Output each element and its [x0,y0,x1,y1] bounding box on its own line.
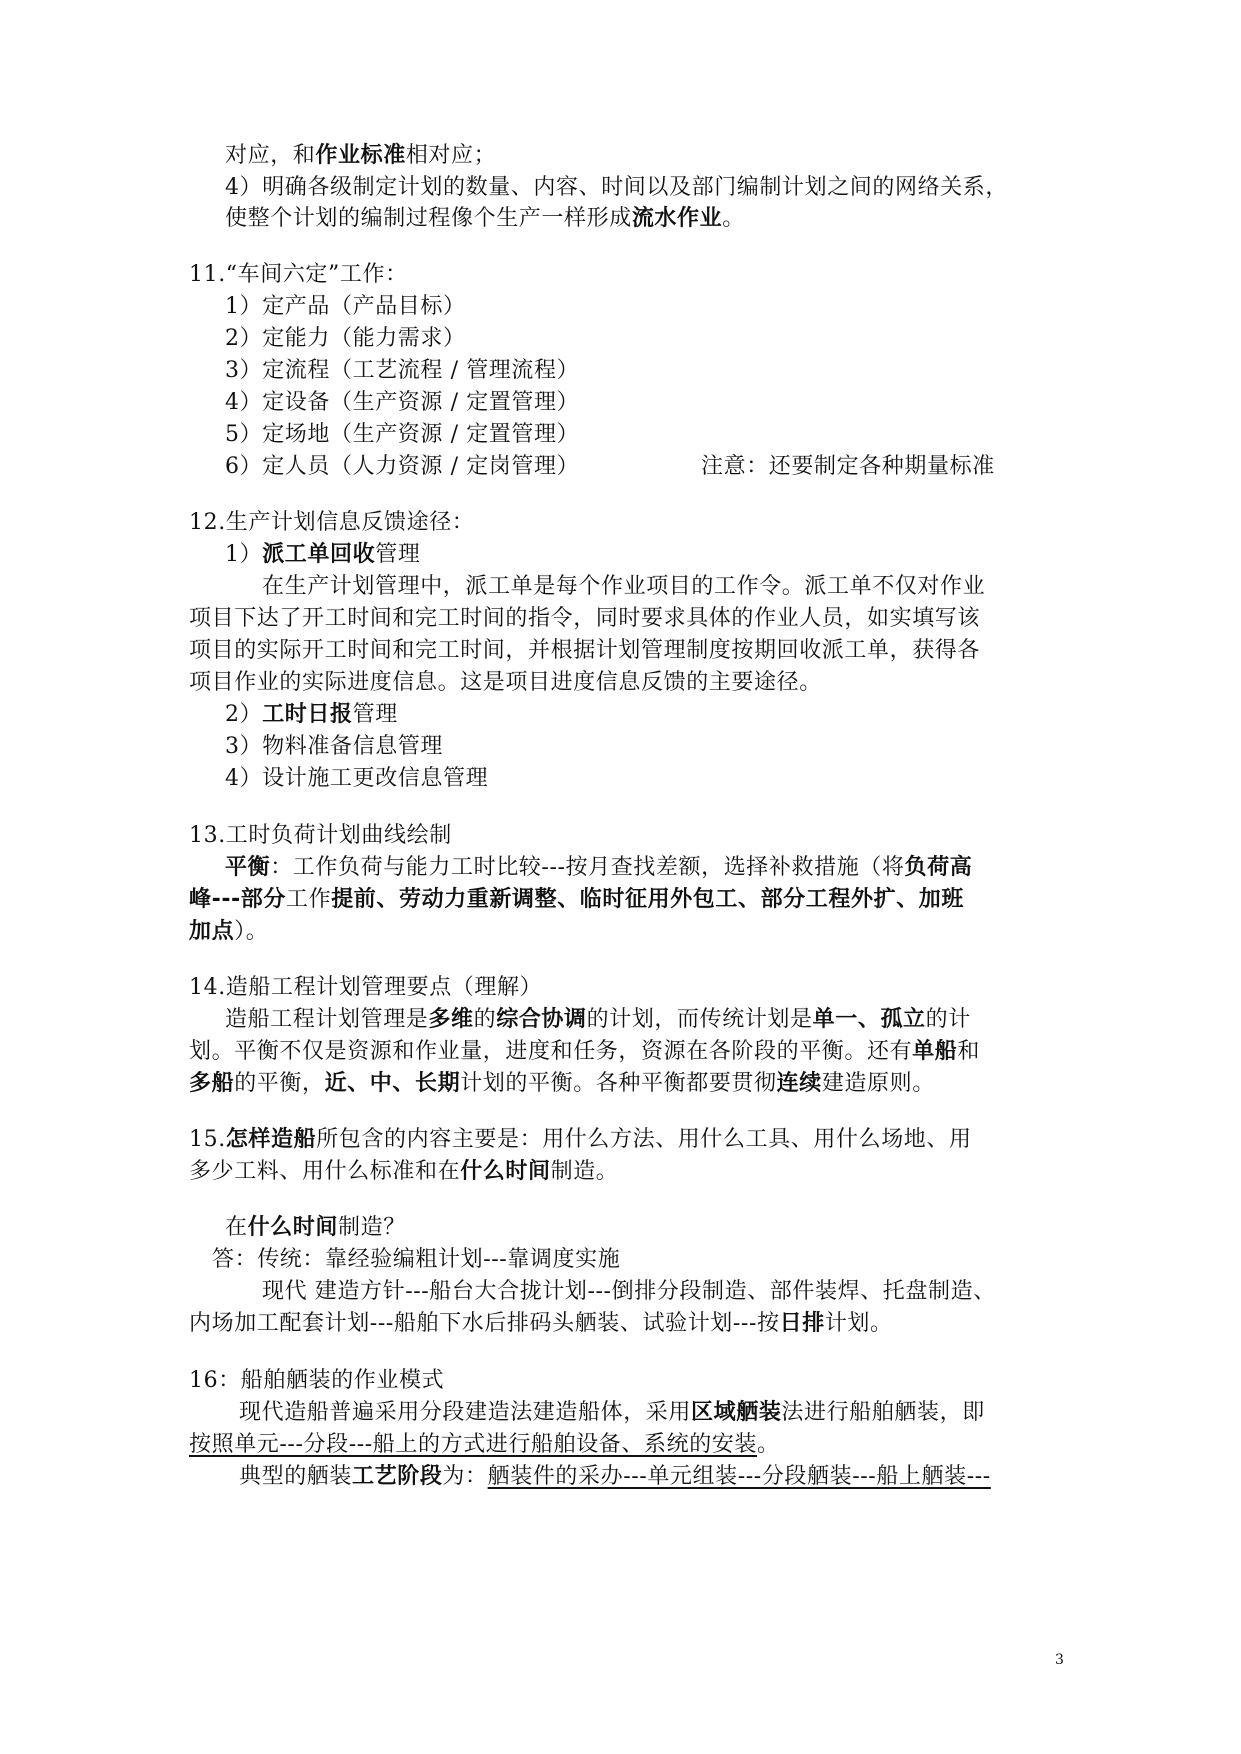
text-run: 管理 [375,542,421,567]
bold-text-run: 近、中、长期 [324,1071,461,1096]
text-run: 4）定设备（生产资源 / 定置管理） [225,390,580,415]
text-run: 。 [757,1432,780,1457]
text-line [189,1308,893,1339]
page-number: 3 [1055,1652,1064,1668]
text-run: 答：传统：靠经验编粗计划---靠调度实施 [212,1247,621,1272]
bold-text-run: 流水作业 [631,206,723,231]
bold-text-run: 峰---部分 [189,887,286,912]
text-line [212,1244,620,1275]
text-run: ）。 [234,919,269,944]
text-line [225,355,579,386]
text-line [189,1365,444,1396]
text-line [239,1397,985,1428]
text-run: ：工作负荷与能力工时比较---按月查找差额，选择补救措施（将 [270,855,905,880]
text-line [225,140,496,171]
bold-text-run: 提前、劳动力重新调整、临时征用外包工、部分工程外扩、加班 [331,887,965,912]
bold-text-run: 什么时间 [460,1159,551,1184]
bold-text-run: 作业标准 [315,143,406,168]
bold-text-run: 多船 [189,1071,235,1096]
text-run: 项目下达了开工时间和完工时间的指令，同时要求具体的作业人员，如实填写该 [189,606,981,631]
text-line [189,1036,980,1067]
text-run: 建造原则。 [821,1071,935,1096]
text-line [225,1004,971,1035]
text-run: 多少工料、用什么标准和在 [189,1159,461,1184]
text-run: 的平衡， [234,1071,325,1096]
bold-text-run: 区域舾装 [691,1400,782,1425]
text-run: 造船工程计划管理是 [225,1007,429,1032]
text-line [189,1156,618,1187]
bold-text-run: 工时日报 [262,702,353,727]
text-run: 工作 [286,887,332,912]
text-run: 14.造船工程计划管理要点（理解） [189,975,543,1000]
text-run: 。 [722,206,745,231]
text-line [225,699,398,730]
bold-text-run: 怎样造船 [225,1127,317,1152]
bold-text-run: 连续 [776,1071,822,1096]
text-line [189,1068,935,1099]
text-run: 3）定流程（工艺流程 / 管理流程） [225,358,580,383]
bold-text-run: 什么时间 [247,1215,339,1240]
text-line [189,972,542,1003]
bold-text-run: 日排 [779,1311,825,1336]
text-run: 项目的实际开工时间和完工时间，并根据计划管理制度按期回收派工单，获得各 [189,638,981,663]
text-run: 按照单元---分段---船上的方式进行船舶设备、系统的安装 [189,1432,758,1457]
text-line [225,387,579,418]
text-run: 计划。 [824,1311,893,1336]
text-run: 在生产计划管理中，派工单是每个作业项目的工作令。派工单不仅对作业 [262,574,986,599]
text-run: 的计 [925,1007,971,1032]
bold-text-run: 派工单回收 [262,542,376,567]
text-line [225,539,420,570]
text-run: 1）定产品（产品目标） [225,294,466,319]
text-run: 相对应； [405,143,497,168]
bold-text-run: 平衡 [225,855,271,880]
text-run: 2）定能力（能力需求） [225,326,466,351]
text-line [225,291,466,322]
text-run: 项目作业的实际进度信息。这是项目进度信息反馈的主要途径。 [189,670,822,695]
text-line [701,451,995,482]
text-line [225,172,1008,203]
text-line [189,667,822,698]
text-run: 5）定场地（生产资源 / 定置管理） [225,422,580,447]
text-line [225,763,488,794]
text-run: 使整个计划的编制过程像个生产一样形成 [225,206,632,231]
text-line [189,507,474,538]
text-run: 15. [189,1127,226,1152]
text-line [189,259,408,290]
text-run: 内场加工配套计划---船舶下水后排码头舾装、试验计划---按 [189,1311,780,1336]
text-line [189,916,268,947]
text-run: 为： [442,1464,488,1489]
text-run: 3）物料准备信息管理 [225,734,443,759]
text-run: 制造。 [550,1159,619,1184]
text-run: 法进行船舶舾装，即 [781,1400,985,1425]
text-run: 在 [225,1215,248,1240]
text-line [189,603,980,634]
bold-text-run: 单船 [912,1039,958,1064]
bold-text-run: 工艺阶段 [352,1464,443,1489]
text-run: 4）设计施工更改信息管理 [225,766,489,791]
text-run: 现代 建造方针---船台大合拢计划---倒排分段制造、部件装焊、托盘制造、 [262,1279,996,1304]
bold-text-run: 负荷高 [904,855,973,880]
text-line [225,731,443,762]
text-line [262,1276,996,1307]
bold-text-run: 加点 [189,919,235,944]
text-run: 2） [225,702,263,727]
text-line [189,884,964,915]
text-run: 4）明确各级制定计划的数量、内容、时间以及部门编制计划之间的网络关系， [225,175,1008,200]
text-run: 计划的平衡。各种平衡都要贯彻 [460,1071,777,1096]
text-run: 制造？ [338,1215,406,1240]
text-line [239,1461,991,1492]
text-run: 11.“车间六定”工作： [189,262,408,287]
text-run: 13.工时负荷计划曲线绘制 [189,823,452,848]
text-line [225,203,745,234]
text-line [189,820,452,851]
text-run: 划。平衡不仅是资源和作业量，进度和任务，资源在各阶段的平衡。还有 [189,1039,913,1064]
bold-text-run: 综合协调 [496,1007,587,1032]
text-line [225,1212,406,1243]
text-run: 所包含的内容主要是：用什么方法、用什么工具、用什么场地、用 [316,1127,972,1152]
bold-text-run: 多维 [428,1007,474,1032]
text-line [225,323,466,354]
text-run: 对应，和 [225,143,316,168]
text-line [262,571,985,602]
text-run: 注意：还要制定各种期量标准 [701,454,995,479]
text-run: 6）定人员（人力资源 / 定岗管理） [225,454,580,479]
text-run: 12.生产计划信息反馈途径： [189,510,475,535]
text-line [189,1124,972,1155]
text-run: 舾装件的采办---单元组装---分段舾装---船上舾装--- [487,1464,991,1489]
text-run: 现代造船普遍采用分段建造法建造船体，采用 [239,1400,692,1425]
bold-text-run: 单一、孤立 [812,1007,926,1032]
text-line [189,635,980,666]
text-run: 的 [473,1007,497,1032]
text-run: 16：船舶舾装的作业模式 [189,1368,445,1393]
text-run: 1） [225,542,263,567]
text-run: 和 [957,1039,981,1064]
text-run: 管理 [352,702,398,727]
text-line [225,852,972,883]
text-run: 的计划，而传统计划是 [586,1007,813,1032]
text-line [225,451,579,482]
text-line [225,419,579,450]
text-run: 典型的舾装 [239,1464,353,1489]
text-line [189,1429,780,1460]
